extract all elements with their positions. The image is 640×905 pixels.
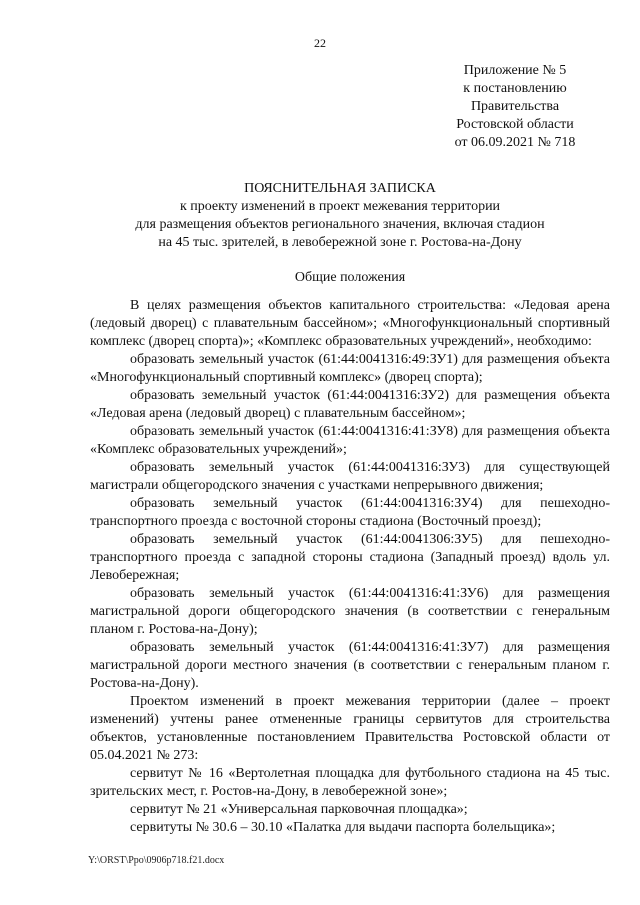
appendix-line: к постановлению: [463, 81, 567, 96]
document-heading: ПОЯСНИТЕЛЬНАЯ ЗАПИСКА: [244, 181, 436, 196]
appendix-block: [440, 62, 590, 152]
appendix-line: Ростовской области: [456, 117, 574, 132]
paragraph: образовать земельный участок (61:44:0041316:ЗУ2) для размещения объекта «Ледовая арена (ледовый дворец) с плавательным бассейном»;: [90, 388, 610, 421]
paragraph: образовать земельный участок (61:44:0041316:41:ЗУ8) для размещения объекта «Комплекс образовательных учреждений»;: [90, 424, 610, 457]
page-number: 22: [314, 36, 326, 50]
document-subtitle-line: для размещения объектов регионального значения, включая стадион: [135, 217, 545, 232]
section-heading: Общие положения: [294, 270, 406, 285]
paragraph: Проектом изменений в проект межевания территории (далее – проект изменений) учтены ранее отмененные границы сервитутов для строительства объектов, установленные постановлением Правительства Ростовской области от 05.04.2021 № 273:: [90, 694, 610, 763]
paragraph: образовать земельный участок (61:44:0041316:41:ЗУ7) для размещения магистральной дороги местного значения (в соответствии с генеральным планом г. Ростова-на-Дону).: [90, 640, 610, 691]
paragraph: В целях размещения объектов капитального строительства: «Ледовая арена (ледовый дворец) с плавательным бассейном»; «Многофункциональный спортивный комплекс (дворец спорта)»; «Комплекс образовательных учреждений», необходимо:: [90, 298, 610, 349]
document-subtitle-line: к проекту изменений в проект межевания территории: [179, 199, 501, 214]
paragraph: сервитут № 16 «Вертолетная площадка для футбольного стадиона на 45 тыс. зрительских мест, г. Ростов-на-Дону, в левобережной зоне»;: [90, 766, 610, 799]
paragraph: образовать земельный участок (61:44:0041316:49:ЗУ1) для размещения объекта «Многофункциональный спортивный комплекс» (дворец спорта);: [90, 352, 610, 385]
paragraph: сервитуты № 30.6 – 30.10 «Палатка для выдачи паспорта болельщика»;: [130, 820, 556, 835]
appendix-line: Приложение № 5: [463, 63, 567, 78]
appendix-line: Правительства: [470, 99, 560, 114]
body-text: [90, 297, 610, 837]
footer-file-path: Y:\ORST\Ppo\0906p718.f21.docx: [88, 855, 225, 866]
document-subtitle-line: на 45 тыс. зрителей, в левобережной зоне г. Ростова-на-Дону: [158, 235, 522, 250]
paragraph: образовать земельный участок (61:44:0041306:ЗУ5) для пешеходно-транспортного проезда с западной стороны стадиона (Западный проезд) вдоль ул. Левобережная;: [90, 532, 610, 583]
document-title: [0, 180, 640, 252]
paragraph: образовать земельный участок (61:44:0041316:41:ЗУ6) для размещения магистральной дороги общегородского значения (в соответствии с генеральным планом г. Ростова-на-Дону);: [90, 586, 610, 637]
paragraph: образовать земельный участок (61:44:0041316:ЗУ4) для пешеходно-транспортного проезда с восточной стороны стадиона (Восточный проезд);: [90, 496, 610, 529]
appendix-line: от 06.09.2021 № 718: [454, 135, 576, 150]
paragraph: образовать земельный участок (61:44:0041316:ЗУ3) для существующей магистрали общегородского значения с участками непрерывного движения;: [90, 460, 610, 493]
paragraph: сервитут № 21 «Универсальная парковочная площадка»;: [130, 802, 468, 817]
